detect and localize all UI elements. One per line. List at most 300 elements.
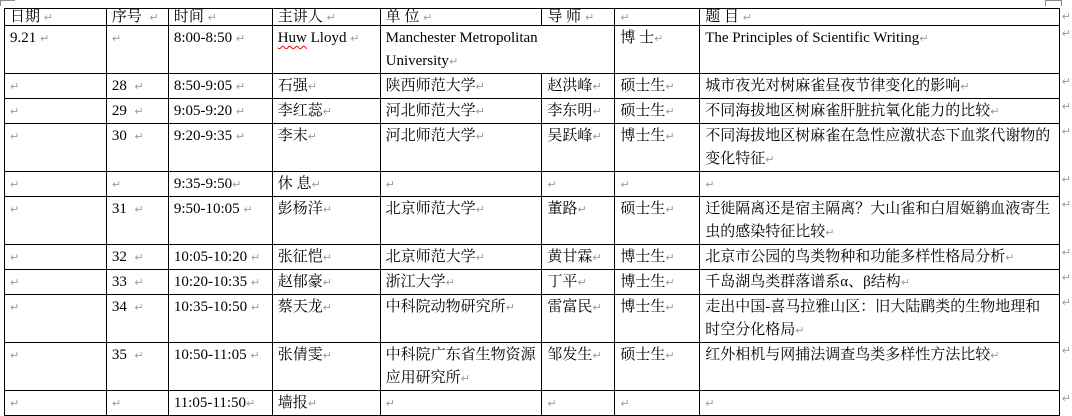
header-cell-advisor[interactable] [542, 9, 615, 26]
cell-org[interactable] [380, 197, 542, 245]
paragraph-mark-icon: ↵ [10, 397, 20, 410]
cell-text: 9:35-9:50 [173, 176, 233, 192]
cell-text: 9:50-10:05 [173, 201, 244, 217]
cell-text: 吴跃峰 [547, 128, 593, 144]
misspelled-word: Huw [277, 30, 307, 46]
cell-org[interactable] [380, 74, 542, 99]
cell-date[interactable] [5, 343, 107, 391]
cell-org[interactable] [380, 245, 542, 270]
paragraph-mark-icon: ↵ [990, 105, 1000, 118]
cell-text: 9:20-9:35 [173, 128, 236, 144]
cell-text: 张征恺 [277, 249, 323, 265]
cell-speaker[interactable] [272, 197, 380, 245]
row-end-mark-cell [1059, 245, 1071, 270]
table-row [5, 26, 1072, 74]
table-row [5, 343, 1072, 391]
paragraph-mark-icon: ↵ [620, 11, 630, 24]
cell-text: 李末 [277, 128, 308, 144]
cell-speaker[interactable] [272, 74, 380, 99]
cell-text: 博士生 [620, 249, 666, 265]
cell-text: 9.21 [10, 30, 40, 46]
cell-text: 丁平 [547, 274, 578, 290]
cell-text: 邹发生 [547, 347, 593, 363]
cell-time[interactable] [168, 295, 272, 343]
cell-org[interactable] [380, 270, 542, 295]
paragraph-mark-icon: ↵ [134, 105, 144, 118]
paragraph-mark-icon: ↵ [665, 349, 675, 362]
cell-text: Lloyd [306, 30, 351, 46]
cell-text: 不同海拔地区树麻雀在急性应激状态下血浆代谢物的变化特征 [705, 128, 1051, 167]
paragraph-mark-icon: ↵ [322, 349, 332, 362]
cell-time[interactable] [168, 172, 272, 197]
cell-time[interactable] [168, 197, 272, 245]
header-cell-title[interactable] [700, 9, 1060, 26]
cell-advisor[interactable] [542, 74, 615, 99]
paragraph-mark-icon: ↵ [134, 349, 144, 362]
paragraph-mark-icon: ↵ [134, 251, 144, 264]
cell-org[interactable] [380, 391, 542, 416]
paragraph-mark-icon: ↵ [43, 11, 53, 24]
paragraph-mark-icon: ↵ [1061, 99, 1071, 113]
paragraph-mark-icon: ↵ [665, 203, 675, 216]
cell-speaker[interactable] [272, 124, 380, 172]
cell-time[interactable] [168, 245, 272, 270]
paragraph-mark-icon: ↵ [10, 349, 20, 362]
cell-advisor[interactable] [542, 197, 615, 245]
paragraph-mark-icon: ↵ [592, 80, 602, 93]
cell-degree[interactable] [615, 74, 700, 99]
cell-title[interactable] [700, 197, 1060, 245]
cell-advisor[interactable] [542, 99, 615, 124]
cell-text: 休 息 [277, 176, 312, 192]
cell-text: 33 [111, 274, 135, 290]
paragraph-mark-icon: ↵ [475, 80, 485, 93]
paragraph-mark-icon: ↵ [577, 203, 587, 216]
paragraph-mark-icon: ↵ [547, 397, 557, 410]
paragraph-mark-icon: ↵ [250, 301, 261, 314]
table-row [5, 295, 1072, 343]
paragraph-mark-icon: ↵ [1061, 9, 1071, 23]
table-row [5, 172, 1072, 197]
cell-text: 博 士 [620, 30, 655, 46]
cell-text: 黄甘霖 [547, 249, 593, 265]
cell-title[interactable] [700, 124, 1060, 172]
paragraph-mark-icon: ↵ [1061, 245, 1071, 259]
cell-text: 9:05-9:20 [173, 103, 236, 119]
cell-text: 北京市公园的鸟类物种和功能多样性格局分析 [705, 249, 1006, 265]
cell-degree[interactable] [615, 99, 700, 124]
paragraph-mark-icon: ↵ [40, 32, 50, 45]
table-row [5, 270, 1072, 295]
paragraph-mark-icon: ↵ [235, 105, 246, 118]
table-resize-handle-fragment[interactable] [1045, 0, 1062, 6]
cell-title[interactable] [700, 391, 1060, 416]
cell-date[interactable] [5, 391, 107, 416]
paragraph-mark-icon: ↵ [10, 178, 20, 191]
cell-advisor[interactable] [542, 391, 615, 416]
paragraph-mark-icon: ↵ [235, 80, 246, 93]
paragraph-mark-icon: ↵ [475, 105, 485, 118]
paragraph-mark-icon: ↵ [654, 32, 664, 45]
paragraph-mark-icon: ↵ [134, 301, 144, 314]
paragraph-mark-icon: ↵ [322, 276, 332, 289]
header-cell-text: 序号 [111, 9, 150, 25]
cell-speaker[interactable] [272, 245, 380, 270]
paragraph-mark-icon: ↵ [620, 178, 630, 191]
cell-no[interactable] [106, 343, 168, 391]
cell-title[interactable] [700, 74, 1060, 99]
cell-time[interactable] [168, 124, 272, 172]
cell-text: 董路 [547, 201, 578, 217]
paragraph-mark-icon: ↵ [448, 55, 459, 68]
paragraph-mark-icon: ↵ [1061, 391, 1071, 405]
cell-no[interactable] [106, 197, 168, 245]
cell-text: Manchester Metropolitan University [385, 30, 542, 69]
paragraph-mark-icon: ↵ [250, 251, 261, 264]
cell-no[interactable] [106, 391, 168, 416]
row-end-mark-cell [1059, 124, 1071, 172]
cell-org[interactable] [380, 99, 542, 124]
paragraph-mark-icon: ↵ [307, 397, 317, 410]
cell-no[interactable] [106, 245, 168, 270]
cell-advisor[interactable] [542, 172, 615, 197]
paragraph-mark-icon: ↵ [111, 397, 122, 410]
cell-degree[interactable] [615, 172, 700, 197]
cell-degree[interactable] [615, 124, 700, 172]
cell-speaker[interactable] [272, 99, 380, 124]
cell-text: The Principles of Scientific Writing [705, 30, 920, 46]
paragraph-mark-icon: ↵ [250, 349, 260, 362]
paragraph-mark-icon: ↵ [134, 276, 144, 289]
paragraph-mark-icon: ↵ [475, 251, 485, 264]
cell-text: 28 [111, 78, 135, 94]
paragraph-mark-icon: ↵ [1061, 172, 1071, 186]
paragraph-mark-icon: ↵ [919, 32, 929, 45]
paragraph-mark-icon: ↵ [577, 276, 587, 289]
table-move-handle-fragment[interactable] [0, 0, 15, 6]
cell-text: 博士生 [620, 274, 666, 290]
cell-time[interactable] [168, 343, 272, 391]
header-cell-org[interactable] [380, 9, 542, 26]
cell-advisor[interactable] [542, 343, 615, 391]
cell-advisor[interactable] [542, 245, 615, 270]
cell-text: 10:05-10:20 [173, 249, 251, 265]
paragraph-mark-icon: ↵ [10, 276, 20, 289]
cell-title[interactable] [700, 245, 1060, 270]
cell-time[interactable] [168, 74, 272, 99]
cell-text: 35 [111, 347, 135, 363]
cell-text: 彭杨洋 [277, 201, 323, 217]
paragraph-mark-icon: ↵ [250, 276, 261, 289]
cell-speaker[interactable] [272, 295, 380, 343]
cell-text: 30 [111, 128, 135, 144]
cell-text: 8:50-9:05 [173, 78, 236, 94]
paragraph-mark-icon: ↵ [705, 397, 715, 410]
cell-speaker[interactable] [272, 172, 380, 197]
cell-date[interactable] [5, 245, 107, 270]
paragraph-mark-icon: ↵ [322, 203, 332, 216]
paragraph-mark-icon: ↵ [475, 130, 485, 143]
cell-org[interactable] [380, 26, 615, 74]
paragraph-mark-icon: ↵ [665, 80, 675, 93]
cell-text: 博士生 [620, 128, 666, 144]
paragraph-mark-icon: ↵ [1061, 26, 1071, 40]
paragraph-mark-icon: ↵ [1061, 343, 1071, 357]
paragraph-mark-icon: ↵ [825, 226, 835, 239]
paragraph-mark-icon: ↵ [900, 276, 910, 289]
paragraph-mark-icon: ↵ [592, 251, 602, 264]
paragraph-mark-icon: ↵ [322, 105, 332, 118]
cell-text: 硕士生 [620, 201, 666, 217]
cell-text: 李东明 [547, 103, 593, 119]
cell-text: 31 [111, 201, 135, 217]
row-end-mark-cell [1059, 270, 1071, 295]
cell-title[interactable] [700, 270, 1060, 295]
paragraph-mark-icon: ↵ [10, 301, 20, 314]
cell-advisor[interactable] [542, 295, 615, 343]
cell-no[interactable] [106, 295, 168, 343]
cell-text: 赵洪峰 [547, 78, 593, 94]
cell-no[interactable] [106, 270, 168, 295]
paragraph-mark-icon: ↵ [149, 11, 159, 24]
paragraph-mark-icon: ↵ [111, 178, 122, 191]
table-row [5, 99, 1072, 124]
cell-text: 34 [111, 299, 135, 315]
cell-date[interactable] [5, 99, 107, 124]
paragraph-mark-icon: ↵ [1061, 270, 1071, 284]
cell-speaker[interactable] [272, 270, 380, 295]
paragraph-mark-icon: ↵ [10, 203, 20, 216]
paragraph-mark-icon: ↵ [307, 130, 317, 143]
paragraph-mark-icon: ↵ [505, 301, 515, 314]
cell-text: 北京师范大学 [385, 201, 476, 217]
cell-text: 李红蕊 [277, 103, 323, 119]
cell-date[interactable] [5, 74, 107, 99]
cell-org[interactable] [380, 172, 542, 197]
paragraph-mark-icon: ↵ [592, 349, 602, 362]
cell-text: 不同海拔地区树麻雀肝脏抗氧化能力的比较 [705, 103, 991, 119]
cell-title[interactable] [700, 99, 1060, 124]
paragraph-mark-icon: ↵ [665, 276, 675, 289]
cell-text: 红外相机与网捕法调查鸟类多样性方法比较 [705, 347, 991, 363]
cell-text: 10:20-10:35 [173, 274, 251, 290]
cell-title[interactable] [700, 172, 1060, 197]
cell-advisor[interactable] [542, 270, 615, 295]
header-cell-text: 导 师 [547, 9, 585, 25]
row-end-mark-cell [1059, 9, 1071, 26]
paragraph-mark-icon: ↵ [350, 32, 360, 45]
paragraph-mark-icon: ↵ [1061, 74, 1071, 88]
cell-no[interactable] [106, 172, 168, 197]
cell-text: 走出中国-喜马拉雅山区：旧大陆鹛类的生物地理和时空分化格局 [705, 299, 1041, 338]
cell-degree[interactable] [615, 26, 700, 74]
paragraph-mark-icon: ↵ [665, 130, 675, 143]
paragraph-mark-icon: ↵ [235, 130, 246, 143]
paragraph-mark-icon: ↵ [322, 301, 332, 314]
cell-text: 11:05-11:50 [173, 395, 247, 411]
header-cell-speaker[interactable] [272, 9, 380, 26]
cell-text: 10:50-11:05 [173, 347, 251, 363]
paragraph-mark-icon: ↵ [232, 178, 242, 191]
cell-speaker[interactable] [272, 343, 380, 391]
cell-degree[interactable] [615, 197, 700, 245]
cell-date[interactable] [5, 172, 107, 197]
paragraph-mark-icon: ↵ [742, 11, 752, 24]
cell-degree[interactable] [615, 391, 700, 416]
cell-text: 河北师范大学 [385, 128, 476, 144]
cell-no[interactable] [106, 26, 168, 74]
paragraph-mark-icon: ↵ [592, 301, 602, 314]
cell-org[interactable] [380, 343, 542, 391]
cell-speaker[interactable] [272, 26, 380, 74]
header-cell-degree[interactable] [615, 9, 700, 26]
cell-date[interactable] [5, 124, 107, 172]
cell-text: 中科院广东省生物资源应用研究所 [385, 347, 536, 386]
paragraph-mark-icon: ↵ [765, 153, 775, 166]
paragraph-mark-icon: ↵ [311, 178, 321, 191]
paragraph-mark-icon: ↵ [1061, 197, 1071, 211]
paragraph-mark-icon: ↵ [1005, 251, 1015, 264]
cell-text: 浙江大学 [385, 274, 446, 290]
cell-degree[interactable] [615, 295, 700, 343]
cell-text: 蔡天龙 [277, 299, 323, 315]
cell-text: 迁徙隔离还是宿主隔离？大山雀和白眉姬鹟血液寄生虫的感染特征比较 [705, 201, 1051, 240]
paragraph-mark-icon: ↵ [307, 80, 317, 93]
header-cell-text: 题 目 [705, 9, 743, 25]
cell-date[interactable] [5, 26, 107, 74]
cell-speaker[interactable] [272, 391, 380, 416]
table-row [5, 391, 1072, 416]
cell-time[interactable] [168, 26, 272, 74]
cell-date[interactable] [5, 270, 107, 295]
cell-org[interactable] [380, 124, 542, 172]
cell-degree[interactable] [615, 245, 700, 270]
table-row [5, 124, 1072, 172]
paragraph-mark-icon: ↵ [385, 178, 395, 191]
cell-text: 10:35-10:50 [173, 299, 251, 315]
paragraph-mark-icon: ↵ [795, 324, 805, 337]
paragraph-mark-icon: ↵ [246, 397, 256, 410]
header-cell-no[interactable] [106, 9, 168, 26]
cell-title[interactable] [700, 26, 1060, 74]
cell-degree[interactable] [615, 343, 700, 391]
cell-text: 硕士生 [620, 103, 666, 119]
header-cell-text: 单 位 [385, 9, 424, 25]
cell-date[interactable] [5, 295, 107, 343]
header-cell-date[interactable] [5, 9, 107, 26]
header-cell-time[interactable] [168, 9, 272, 26]
cell-no[interactable] [106, 99, 168, 124]
cell-text: 32 [111, 249, 135, 265]
cell-text: 雷富民 [547, 299, 593, 315]
paragraph-mark-icon: ↵ [665, 251, 675, 264]
schedule-table [4, 8, 1072, 416]
cell-text: 博士生 [620, 299, 666, 315]
paragraph-mark-icon: ↵ [10, 80, 20, 93]
table-row [5, 245, 1072, 270]
row-end-mark-cell [1059, 391, 1071, 416]
cell-text: 河北师范大学 [385, 103, 476, 119]
paragraph-mark-icon: ↵ [235, 32, 246, 45]
row-end-mark-cell [1059, 172, 1071, 197]
paragraph-mark-icon: ↵ [10, 130, 20, 143]
paragraph-mark-icon: ↵ [134, 130, 144, 143]
cell-text: 中科院动物研究所 [385, 299, 506, 315]
paragraph-mark-icon: ↵ [665, 105, 675, 118]
paragraph-mark-icon: ↵ [665, 301, 675, 314]
row-end-mark-cell [1059, 74, 1071, 99]
cell-text: 墙报 [277, 395, 308, 411]
row-end-mark-cell [1059, 343, 1071, 391]
cell-title[interactable] [700, 343, 1060, 391]
cell-text: 硕士生 [620, 78, 666, 94]
paragraph-mark-icon: ↵ [385, 397, 395, 410]
paragraph-mark-icon: ↵ [705, 178, 715, 191]
cell-text: 29 [111, 103, 135, 119]
paragraph-mark-icon: ↵ [326, 11, 336, 24]
paragraph-mark-icon: ↵ [1061, 124, 1071, 138]
cell-no[interactable] [106, 124, 168, 172]
header-cell-text: 时间 [173, 9, 208, 25]
cell-text: 8:00-8:50 [173, 30, 236, 46]
cell-time[interactable] [168, 391, 272, 416]
paragraph-mark-icon: ↵ [547, 178, 557, 191]
paragraph-mark-icon: ↵ [10, 105, 20, 118]
cell-text: 城市夜光对树麻雀昼夜节律变化的影响 [705, 78, 961, 94]
paragraph-mark-icon: ↵ [10, 251, 20, 264]
row-end-mark-cell [1059, 99, 1071, 124]
cell-degree[interactable] [615, 270, 700, 295]
paragraph-mark-icon: ↵ [445, 276, 455, 289]
cell-text: 陕西师范大学 [385, 78, 476, 94]
cell-advisor[interactable] [542, 124, 615, 172]
cell-title[interactable] [700, 295, 1060, 343]
paragraph-mark-icon: ↵ [1061, 295, 1071, 309]
paragraph-mark-icon: ↵ [584, 11, 595, 24]
paragraph-mark-icon: ↵ [423, 11, 433, 24]
cell-no[interactable] [106, 74, 168, 99]
paragraph-mark-icon: ↵ [460, 372, 470, 385]
cell-text: 硕士生 [620, 347, 666, 363]
cell-date[interactable] [5, 197, 107, 245]
header-cell-text: 日期 [10, 9, 44, 25]
table-row [5, 74, 1072, 99]
cell-text: 千岛湖鸟类群落谱系α、β结构 [705, 274, 901, 290]
cell-time[interactable] [168, 270, 272, 295]
row-end-mark-cell [1059, 197, 1071, 245]
cell-time[interactable] [168, 99, 272, 124]
paragraph-mark-icon: ↵ [592, 105, 602, 118]
cell-text: 北京师范大学 [385, 249, 476, 265]
paragraph-mark-icon: ↵ [322, 251, 332, 264]
cell-text: 张倩雯 [277, 347, 323, 363]
paragraph-mark-icon: ↵ [134, 80, 144, 93]
paragraph-mark-icon: ↵ [620, 397, 630, 410]
paragraph-mark-icon: ↵ [207, 11, 217, 24]
row-end-mark-cell [1059, 26, 1071, 74]
paragraph-mark-icon: ↵ [475, 203, 485, 216]
header-cell-text: 主讲人 [277, 9, 327, 25]
paragraph-mark-icon: ↵ [111, 32, 122, 45]
paragraph-mark-icon: ↵ [592, 130, 602, 143]
header-row [5, 9, 1072, 26]
paragraph-mark-icon: ↵ [134, 203, 144, 216]
table-body [5, 26, 1072, 416]
cell-text: 石强 [277, 78, 308, 94]
paragraph-mark-icon: ↵ [243, 203, 253, 216]
cell-org[interactable] [380, 295, 542, 343]
paragraph-mark-icon: ↵ [990, 349, 1000, 362]
